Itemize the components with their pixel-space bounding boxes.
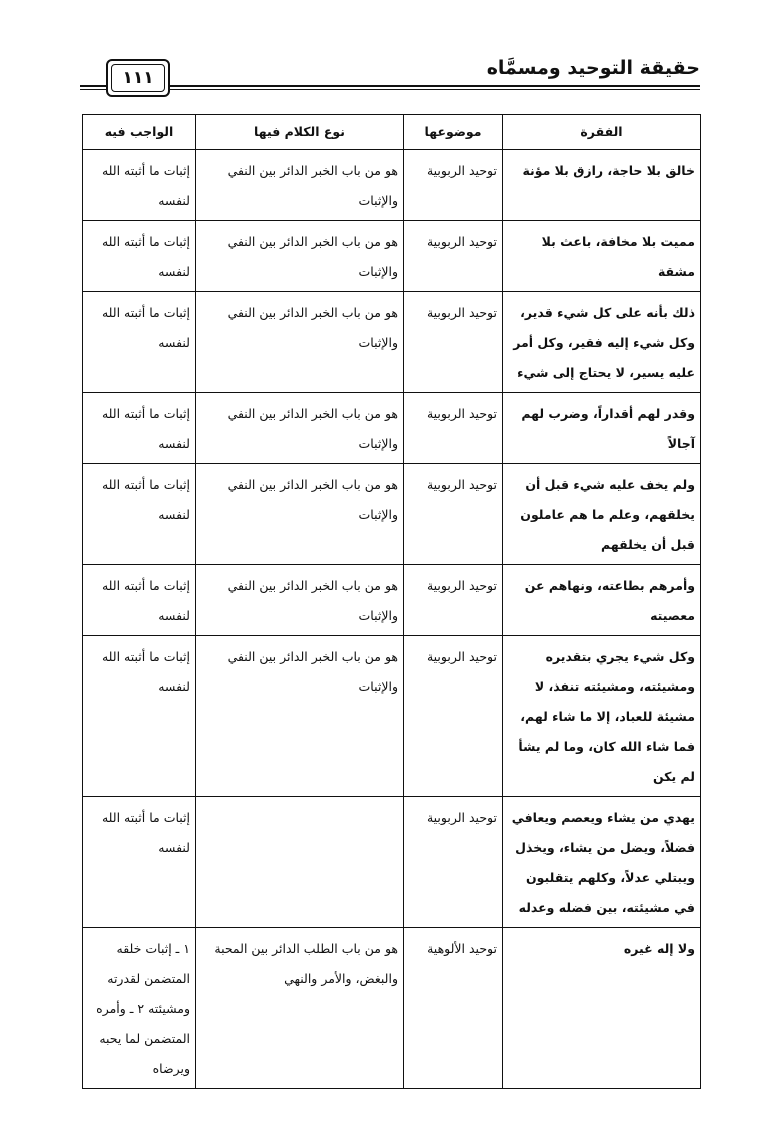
topic-cell: توحيد الألوهية [404, 928, 503, 1089]
kind-cell: هو من باب الخبر الدائر بين النفي والإثبات [196, 292, 404, 393]
table-row [83, 292, 701, 393]
kind-cell: هو من باب الخبر الدائر بين النفي والإثبات [196, 221, 404, 292]
duty-cell: إثبات ما أثبته الله لنفسه [83, 565, 196, 636]
duty-cell: إثبات ما أثبته الله لنفسه [83, 464, 196, 565]
topic-cell: توحيد الربوبية [404, 636, 503, 797]
column-header-kind: نوع الكلام فيها [196, 115, 404, 150]
phrase-cell: خالق بلا حاجة، رازق بلا مؤنة [503, 150, 701, 221]
table-row [83, 636, 701, 797]
topic-cell: توحيد الربوبية [404, 292, 503, 393]
duty-cell: إثبات ما أثبته الله لنفسه [83, 797, 196, 928]
kind-cell: هو من باب الخبر الدائر بين النفي والإثبات [196, 464, 404, 565]
page-number-box [106, 59, 170, 97]
duty-cell: إثبات ما أثبته الله لنفسه [83, 292, 196, 393]
phrase-cell: وكل شيء يجري بتقديره ومشيئته، ومشيئته تنفذ، لا مشيئة للعباد، إلا ما شاء لهم، فما شاء الله كان، وما لم يشأ لم يكن [503, 636, 701, 797]
table-row [83, 221, 701, 292]
duty-cell: ١ ـ إثبات خلقه المتضمن لقدرته ومشيئته ٢ ـ وأمره المتضمن لما يحبه ويرضاه [83, 928, 196, 1089]
topic-cell: توحيد الربوبية [404, 393, 503, 464]
table-row [83, 393, 701, 464]
kind-cell [196, 797, 404, 928]
duty-cell: إثبات ما أثبته الله لنفسه [83, 393, 196, 464]
table-header-row [83, 115, 701, 150]
page-header [80, 55, 700, 105]
phrase-cell: وأمرهم بطاعته، ونهاهم عن معصيته [503, 565, 701, 636]
table-row [83, 797, 701, 928]
table-row [83, 464, 701, 565]
phrase-cell: مميت بلا مخافة، باعث بلا مشقة [503, 221, 701, 292]
duty-cell: إثبات ما أثبته الله لنفسه [83, 221, 196, 292]
running-title: حقيقة التوحيد ومسمَّاه [486, 57, 700, 79]
phrase-cell: ولم يخف عليه شيء قبل أن يخلقهم، وعلم ما هم عاملون قبل أن يخلقهم [503, 464, 701, 565]
kind-cell: هو من باب الخبر الدائر بين النفي والإثبات [196, 150, 404, 221]
topic-cell: توحيد الربوبية [404, 565, 503, 636]
doctrine-table [82, 114, 701, 1089]
column-header-phrase: الفقرة [503, 115, 701, 150]
kind-cell: هو من باب الخبر الدائر بين النفي والإثبات [196, 393, 404, 464]
table-row [83, 150, 701, 221]
column-header-topic: موضوعها [404, 115, 503, 150]
phrase-cell: ولا إله غيره [503, 928, 701, 1089]
header-rule [170, 85, 700, 90]
table-row [83, 928, 701, 1089]
phrase-cell: يهدي من يشاء ويعصم ويعافي فضلاً، ويضل من يشاء، ويخذل ويبتلي عدلاً، وكلهم يتقلبون في مشيئته، بين فضله وعدله [503, 797, 701, 928]
table-row [83, 565, 701, 636]
phrase-cell: ذلك بأنه على كل شيء قدير، وكل شيء إليه فقير، وكل أمر عليه يسير، لا يحتاج إلى شيء [503, 292, 701, 393]
duty-cell: إثبات ما أثبته الله لنفسه [83, 150, 196, 221]
column-header-duty: الواجب فيه [83, 115, 196, 150]
topic-cell: توحيد الربوبية [404, 221, 503, 292]
topic-cell: توحيد الربوبية [404, 797, 503, 928]
header-rule-left [80, 85, 108, 90]
phrase-cell: وقدر لهم أقداراً، وضرب لهم آجالاً [503, 393, 701, 464]
duty-cell: إثبات ما أثبته الله لنفسه [83, 636, 196, 797]
topic-cell: توحيد الربوبية [404, 150, 503, 221]
kind-cell: هو من باب الخبر الدائر بين النفي والإثبات [196, 636, 404, 797]
kind-cell: هو من باب الطلب الدائر بين المحبة والبغض، والأمر والنهي [196, 928, 404, 1089]
topic-cell: توحيد الربوبية [404, 464, 503, 565]
page-number: ١١١ [122, 68, 154, 88]
kind-cell: هو من باب الخبر الدائر بين النفي والإثبات [196, 565, 404, 636]
